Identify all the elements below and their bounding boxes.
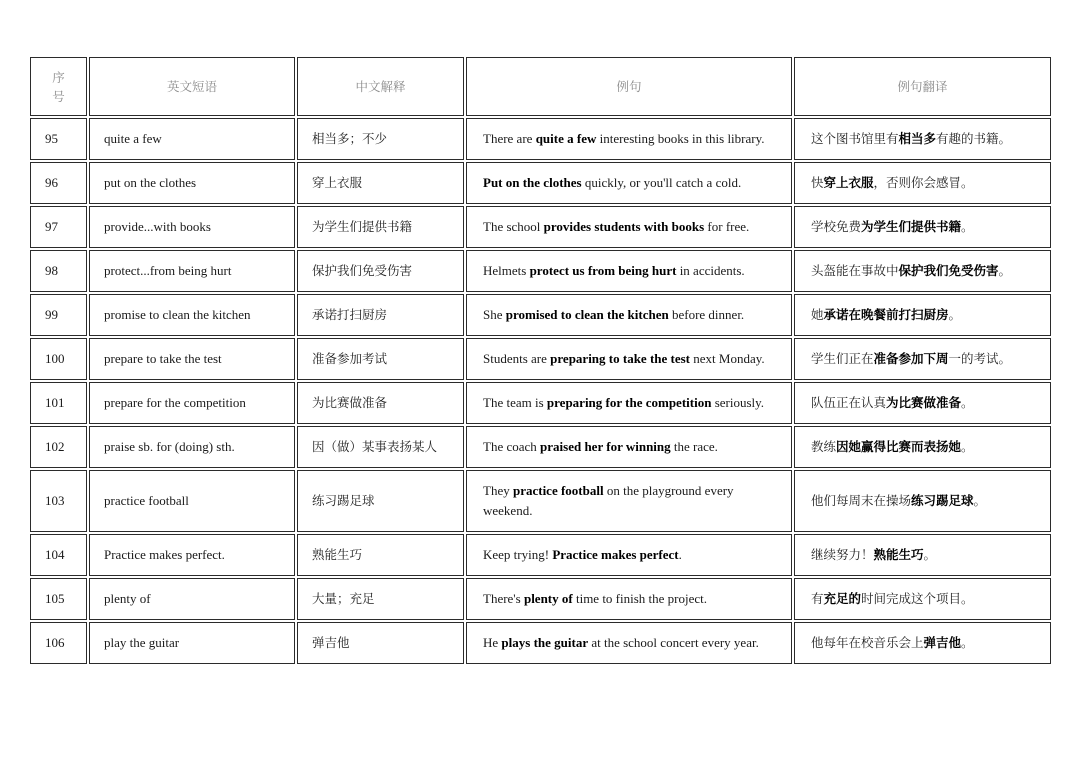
english-phrase: provide...with books — [89, 206, 295, 248]
example-sentence-text: quickly, or you'll catch a cold. — [581, 175, 742, 190]
example-sentence — [466, 622, 792, 664]
example-translation-text: 头盔能在事故中 — [811, 263, 899, 278]
table-row — [30, 426, 1051, 468]
example-sentence-text: Students are — [483, 351, 551, 366]
example-sentence — [466, 338, 792, 380]
english-phrase: plenty of — [89, 578, 295, 620]
row-number: 95 — [30, 118, 87, 160]
example-translation-text: 。 — [998, 263, 1012, 278]
example-translation-highlight: 为比赛做准备 — [886, 395, 962, 410]
row-number: 103 — [30, 470, 87, 532]
row-number: 104 — [30, 534, 87, 576]
example-translation-text: 。 — [973, 493, 987, 508]
chinese-meaning: 练习踢足球 — [297, 470, 464, 532]
row-number: 97 — [30, 206, 87, 248]
example-translation-highlight: 准备参加下周 — [873, 351, 949, 366]
english-phrase: prepare for the competition — [89, 382, 295, 424]
example-sentence-highlight: practice football — [512, 483, 604, 498]
table-row — [30, 382, 1051, 424]
example-sentence-text: He — [483, 635, 502, 650]
example-sentence — [466, 578, 792, 620]
example-translation-text: 他每年在校音乐会上 — [811, 635, 924, 650]
example-translation-text: 有 — [811, 591, 824, 606]
chinese-meaning: 承诺打扫厨房 — [297, 294, 464, 336]
table-row — [30, 250, 1051, 292]
vocabulary-table — [28, 55, 1053, 666]
example-sentence-text: the race. — [670, 439, 718, 454]
example-translation-text: 继续努力！ — [811, 547, 874, 562]
example-translation-highlight: 因她赢得比赛而表扬她 — [836, 439, 962, 454]
example-sentence-text: before dinner. — [668, 307, 745, 322]
example-translation-text: 这个图书馆里有 — [811, 131, 899, 146]
example-translation-highlight: 保护我们免受伤害 — [898, 263, 999, 278]
example-translation-text: 。 — [923, 547, 937, 562]
example-sentence — [466, 534, 792, 576]
example-sentence-text: time to finish the project. — [572, 591, 708, 606]
example-sentence-highlight: provides students with books — [543, 219, 705, 234]
english-phrase: praise sb. for (doing) sth. — [89, 426, 295, 468]
example-translation-text: 有趣的书籍。 — [936, 131, 1012, 146]
example-translation-text: 快 — [811, 175, 824, 190]
example-sentence-text: Keep trying! — [483, 547, 553, 562]
example-sentence-text: interesting books in this library. — [596, 131, 765, 146]
example-translation-text: 学生们正在 — [811, 351, 874, 366]
example-translation-text: 时间完成这个项目。 — [861, 591, 974, 606]
english-phrase: play the guitar — [89, 622, 295, 664]
example-sentence-text: They — [483, 483, 513, 498]
header-number: 序 号 — [30, 57, 87, 116]
example-sentence-text: The team is — [483, 395, 547, 410]
chinese-meaning: 为学生们提供书籍 — [297, 206, 464, 248]
example-translation-text: 。 — [948, 307, 962, 322]
example-sentence-text: She — [483, 307, 506, 322]
example-translation-text: 一的考试。 — [948, 351, 1012, 366]
example-sentence — [466, 162, 792, 204]
row-number: 99 — [30, 294, 87, 336]
table-row — [30, 294, 1051, 336]
example-translation-text: 。 — [961, 395, 974, 410]
example-translation-text: 。 — [961, 635, 974, 650]
row-number: 102 — [30, 426, 87, 468]
table-row — [30, 338, 1051, 380]
example-translation — [794, 162, 1051, 204]
english-phrase: promise to clean the kitchen — [89, 294, 295, 336]
example-translation-highlight: 相当多 — [898, 131, 937, 146]
example-sentence-highlight: preparing to take the test — [550, 351, 691, 366]
example-translation — [794, 622, 1051, 664]
example-translation-text: 教练 — [811, 439, 837, 454]
example-sentence — [466, 250, 792, 292]
example-translation-highlight: 熟能生巧 — [873, 547, 924, 562]
example-translation-text: 学校免费 — [811, 219, 862, 234]
chinese-meaning: 保护我们免受伤害 — [297, 250, 464, 292]
example-sentence-text: Helmets — [483, 263, 530, 278]
example-translation — [794, 206, 1051, 248]
example-translation-text: 。 — [961, 439, 974, 454]
example-sentence — [466, 294, 792, 336]
example-sentence-text: on the playground every weekend. — [483, 483, 734, 518]
example-translation-highlight: 练习踢足球 — [911, 493, 974, 508]
table-row — [30, 118, 1051, 160]
chinese-meaning: 准备参加考试 — [297, 338, 464, 380]
chinese-meaning: 相当多；不少 — [297, 118, 464, 160]
example-translation-highlight: 弹吉他 — [923, 635, 962, 650]
row-number: 101 — [30, 382, 87, 424]
chinese-meaning: 熟能生巧 — [297, 534, 464, 576]
chinese-meaning: 弹吉他 — [297, 622, 464, 664]
example-sentence-text: There's — [483, 591, 524, 606]
row-number: 105 — [30, 578, 87, 620]
example-sentence — [466, 206, 792, 248]
table-row — [30, 578, 1051, 620]
example-sentence-text: . — [678, 547, 682, 562]
header-english-phrase: 英文短语 — [89, 57, 295, 116]
example-translation — [794, 118, 1051, 160]
example-translation — [794, 294, 1051, 336]
example-translation-highlight: 充足的 — [823, 591, 862, 606]
example-sentence-highlight: Put on the clothes — [483, 175, 582, 190]
english-phrase: protect...from being hurt — [89, 250, 295, 292]
example-sentence-highlight: quite a few — [535, 131, 597, 146]
example-sentence-text: for free. — [704, 219, 750, 234]
example-sentence — [466, 426, 792, 468]
table-body — [30, 118, 1051, 664]
chinese-meaning: 为比赛做准备 — [297, 382, 464, 424]
example-translation-text: 。 — [961, 219, 974, 234]
example-translation — [794, 534, 1051, 576]
example-sentence-highlight: preparing for the competition — [546, 395, 712, 410]
example-translation-text: ，否则你会感冒。 — [873, 175, 974, 190]
example-translation-text: 他们每周末在操场 — [811, 493, 912, 508]
example-sentence-highlight: Practice makes perfect — [552, 547, 679, 562]
table-row — [30, 622, 1051, 664]
example-translation — [794, 338, 1051, 380]
example-translation-text: 队伍正在认真 — [811, 395, 887, 410]
example-translation — [794, 382, 1051, 424]
example-translation-text: 她 — [811, 307, 824, 322]
example-translation-highlight: 穿上衣服 — [823, 175, 874, 190]
example-translation-highlight: 为学生们提供书籍 — [861, 219, 962, 234]
table-row — [30, 206, 1051, 248]
row-number: 96 — [30, 162, 87, 204]
example-translation — [794, 470, 1051, 532]
example-sentence-text: in accidents. — [676, 263, 745, 278]
example-sentence — [466, 382, 792, 424]
header-chinese-meaning: 中文解释 — [297, 57, 464, 116]
example-sentence-highlight: plays the guitar — [501, 635, 589, 650]
example-translation — [794, 426, 1051, 468]
english-phrase: Practice makes perfect. — [89, 534, 295, 576]
example-sentence-text: There are — [483, 131, 536, 146]
example-translation — [794, 578, 1051, 620]
example-sentence-highlight: protect us from being hurt — [529, 263, 677, 278]
table-row — [30, 470, 1051, 532]
table-header-row — [30, 57, 1051, 116]
english-phrase: quite a few — [89, 118, 295, 160]
header-example-sentence: 例句 — [466, 57, 792, 116]
row-number: 100 — [30, 338, 87, 380]
table-row — [30, 534, 1051, 576]
example-sentence-text: next Monday. — [690, 351, 765, 366]
english-phrase: practice football — [89, 470, 295, 532]
row-number: 106 — [30, 622, 87, 664]
example-sentence-highlight: praised her for winning — [540, 439, 671, 454]
example-sentence-text: at the school concert every year. — [588, 635, 759, 650]
header-example-translation: 例句翻译 — [794, 57, 1051, 116]
vocabulary-sheet — [30, 57, 1051, 666]
chinese-meaning: 因（做）某事表扬某人 — [297, 426, 464, 468]
example-sentence-text: The school — [483, 219, 544, 234]
row-number: 98 — [30, 250, 87, 292]
chinese-meaning: 大量；充足 — [297, 578, 464, 620]
example-sentence — [466, 118, 792, 160]
example-sentence-text: seriously. — [711, 395, 765, 410]
example-sentence-highlight: promised to clean the kitchen — [505, 307, 669, 322]
chinese-meaning: 穿上衣服 — [297, 162, 464, 204]
example-sentence-text: The coach — [483, 439, 541, 454]
table-row — [30, 162, 1051, 204]
example-sentence-highlight: plenty of — [523, 591, 573, 606]
example-translation — [794, 250, 1051, 292]
english-phrase: put on the clothes — [89, 162, 295, 204]
example-translation-highlight: 承诺在晚餐前打扫厨房 — [823, 307, 949, 322]
english-phrase: prepare to take the test — [89, 338, 295, 380]
example-sentence — [466, 470, 792, 532]
